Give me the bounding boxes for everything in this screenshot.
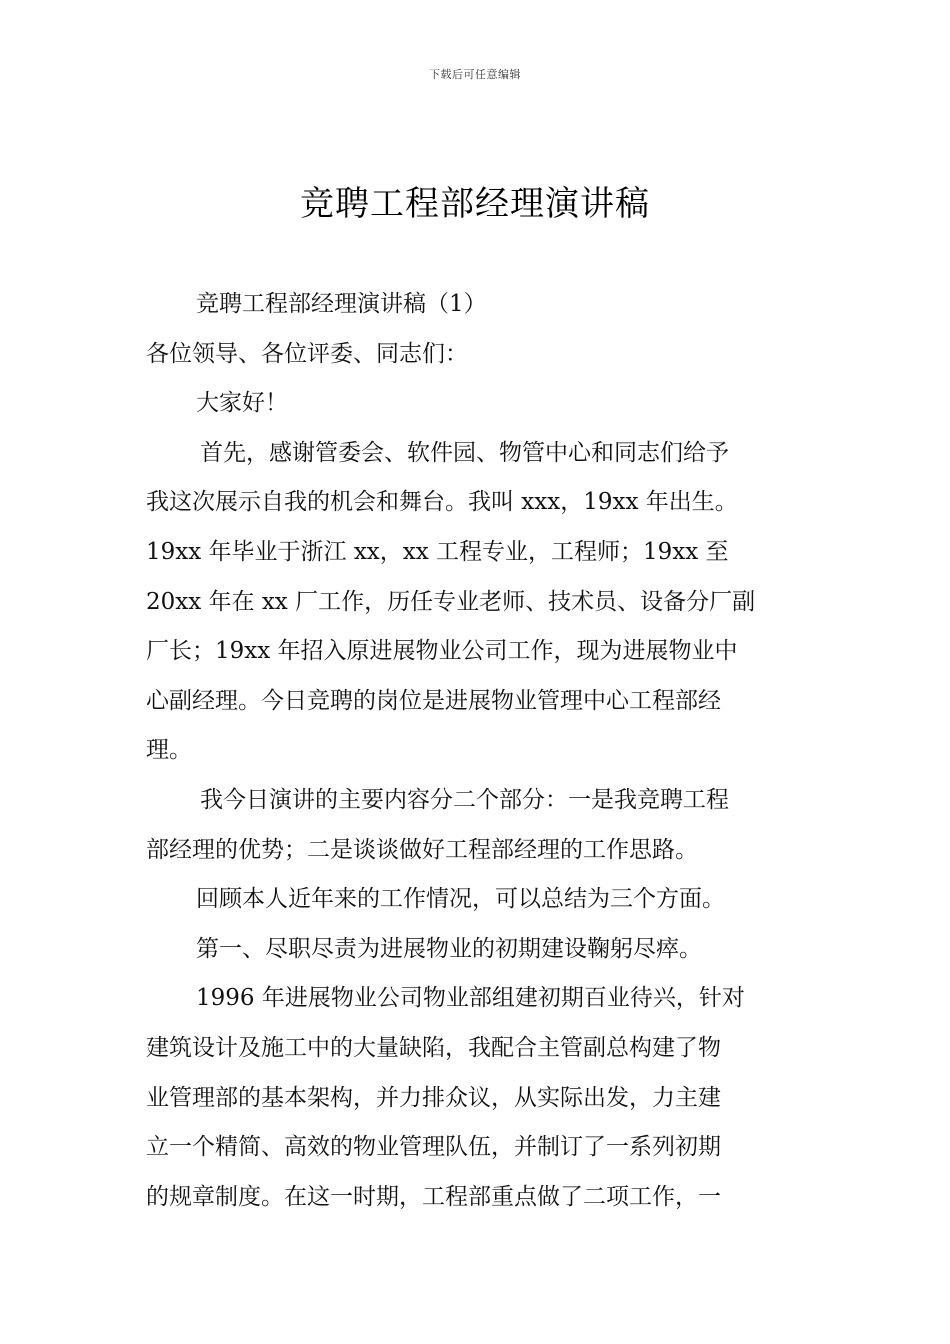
- paragraph-line: 19xx 年毕业于浙江 xx，xx 工程专业，工程师；19xx 至: [146, 538, 729, 565]
- document-body: [146, 280, 826, 1222]
- paragraph-line: 我这次展示自我的机会和舞台。我叫 xxx，19xx 年出生。: [146, 489, 738, 516]
- header-note: 下载后可任意编辑: [429, 68, 521, 81]
- paragraph-line: 首先，感谢管委会、软件园、物管中心和同志们给予: [200, 439, 729, 466]
- paragraph-line: 部经理的优势；二是谈谈做好工程部经理的工作思路。: [146, 836, 698, 863]
- paragraph-line: 回顾本人近年来的工作情况，可以总结为三个方面。: [196, 886, 725, 913]
- paragraph-line: 我今日演讲的主要内容分二个部分：一是我竞聘工程: [200, 786, 729, 813]
- salutation-line: 各位领导、各位评委、同志们：: [146, 340, 468, 367]
- subtitle-line: 竞聘工程部经理演讲稿（1）: [196, 291, 487, 317]
- paragraph-line: 立一个精简、高效的物业管理队伍，并制订了一系列初期: [146, 1134, 721, 1161]
- paragraph-line: 1996 年进展物业公司物业部组建初期百业待兴，针对: [196, 985, 745, 1012]
- paragraph-line: 建筑设计及施工中的大量缺陷，我配合主管副总构建了物: [146, 1034, 721, 1061]
- paragraph-line: 理。: [146, 737, 192, 764]
- paragraph-line: 心副经理。今日竞聘的岗位是进展物业管理中心工程部经: [146, 687, 721, 714]
- paragraph-line: 业管理部的基本架构，并力排众议，从实际出发，力主建: [146, 1084, 721, 1111]
- paragraph-line: 的规章制度。在这一时期，工程部重点做了二项工作，一: [146, 1183, 721, 1210]
- paragraph-line: 厂长；19xx 年招入原进展物业公司工作，现为进展物业中: [146, 638, 738, 665]
- document-title: 竞聘工程部经理演讲稿: [300, 184, 650, 224]
- greeting-line: 大家好！: [196, 390, 288, 417]
- paragraph-line: 20xx 年在 xx 厂工作，历任专业老师、技术员、设备分厂副: [146, 588, 756, 615]
- section-heading-line: 第一、尽职尽责为进展物业的初期建设鞠躬尽瘁。: [196, 935, 702, 962]
